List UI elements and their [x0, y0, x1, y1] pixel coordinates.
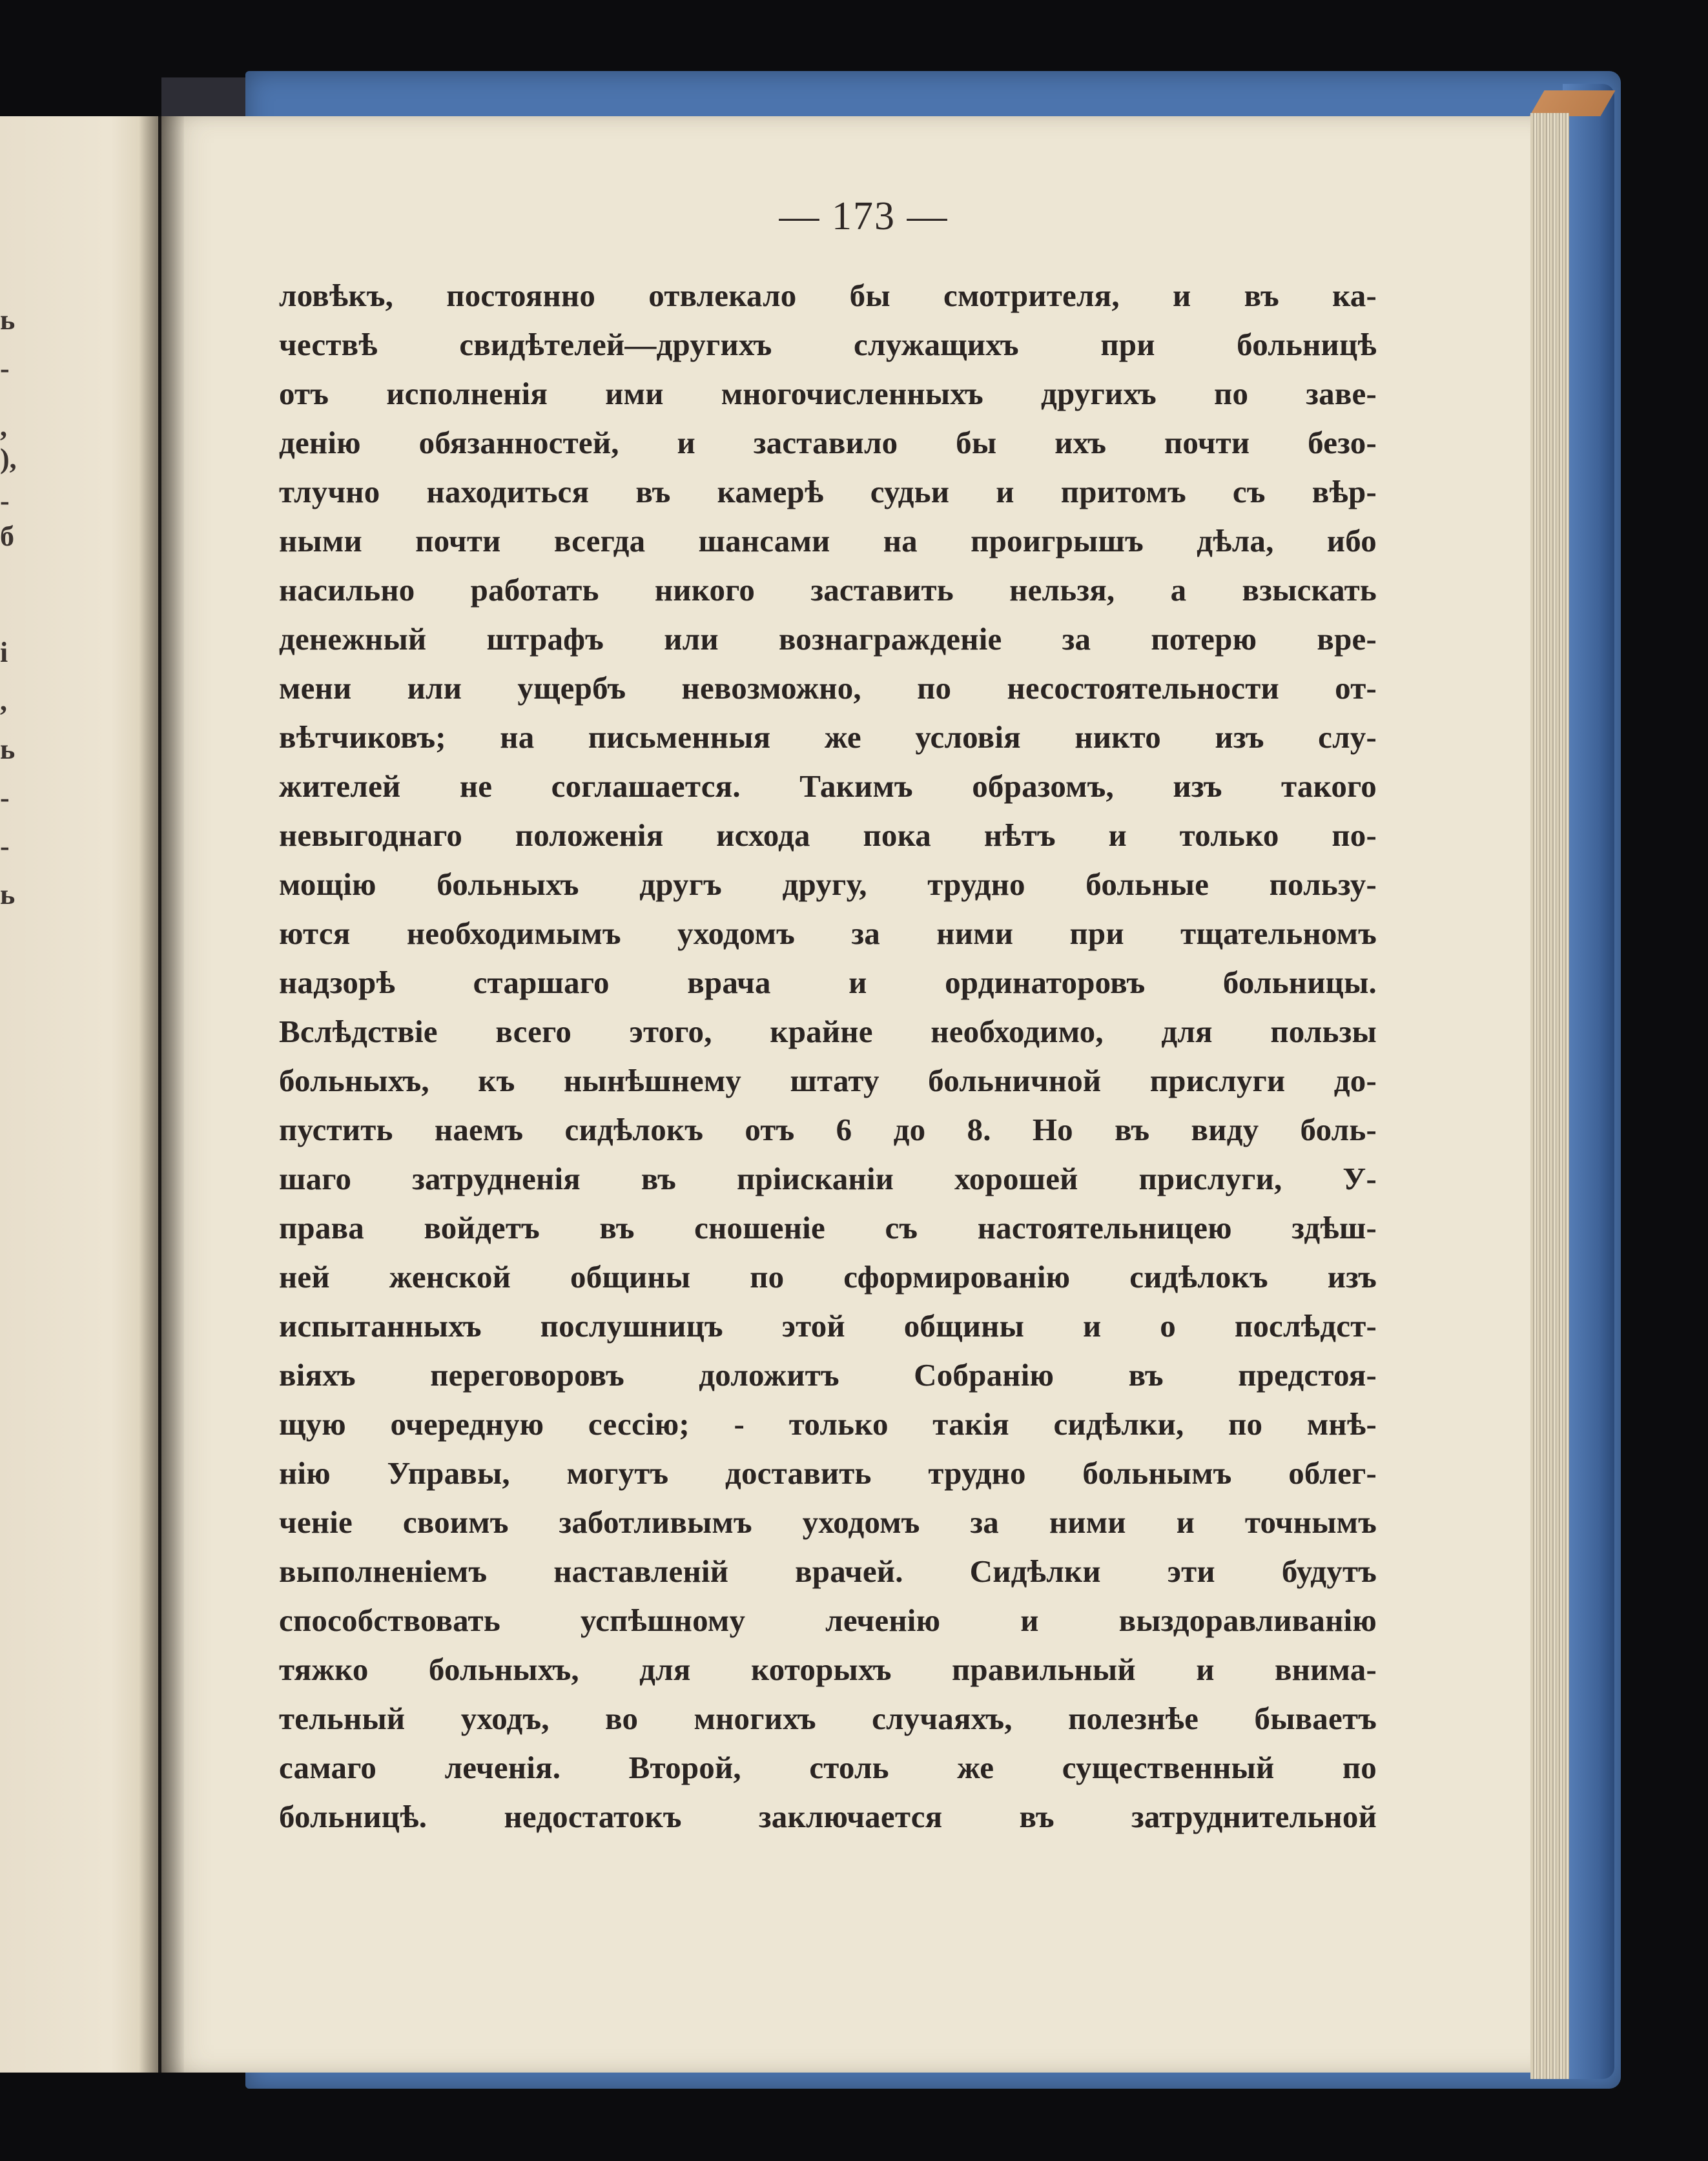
page-fore-edge	[1530, 113, 1569, 2079]
text-line: выполненіемъ наставленій врачей. Сидѣлки эти будутъ	[279, 1553, 1377, 1589]
left-page-fragment: і	[0, 637, 8, 668]
body-text	[279, 271, 1377, 1841]
text-line: денежный штрафъ или вознагражденіе за потерю вре-	[279, 621, 1377, 657]
page-gutter	[139, 116, 184, 2073]
left-page-fragment: ,	[0, 685, 7, 717]
text-line: больницѣ. недостатокъ заключается въ затруднительной	[279, 1799, 1377, 1834]
text-line: больныхъ, къ нынѣшнему штату больничной прислуги до-	[279, 1063, 1377, 1098]
left-page-fragment: ),	[0, 443, 17, 475]
text-line: вѣтчиковъ; на письменныя же условія никто изъ слу-	[279, 719, 1377, 755]
text-line: мощію больныхъ другъ другу, трудно больные пользу-	[279, 866, 1377, 902]
text-line: мени или ущербъ невозможно, по несостоятельности от-	[279, 670, 1377, 706]
text-line: тлучно находиться въ камерѣ судьи и притомъ съ вѣр-	[279, 474, 1377, 509]
left-page-fragment: ь	[0, 879, 15, 910]
text-line: пустить наемъ сидѣлокъ отъ 6 до 8. Но въ виду боль-	[279, 1112, 1377, 1147]
text-line: ными почти всегда шансами на проигрышъ дѣла, ибо	[279, 523, 1377, 558]
left-page-fragment: ь	[0, 733, 15, 765]
text-line: денію обязанностей, и заставило бы ихъ почти безо-	[279, 425, 1377, 460]
text-line: ней женской общины по сформированію сидѣлокъ изъ	[279, 1259, 1377, 1295]
left-page-fragment: -	[0, 830, 10, 862]
text-line: ются необходимымъ уходомъ за ними при тщательномъ	[279, 916, 1377, 951]
text-line: самаго леченія. Второй, столь же существенный по	[279, 1750, 1377, 1785]
text-line: нію Управы, могутъ доставить трудно больнымъ облег-	[279, 1455, 1377, 1491]
book-cover-edge	[1563, 84, 1614, 2079]
left-page-fragment: -	[0, 782, 10, 814]
left-page-fragment: ь	[0, 304, 15, 336]
page-number-text: — 173 —	[779, 194, 949, 238]
text-line: ченіе своимъ заботливымъ уходомъ за ними и точнымъ	[279, 1504, 1377, 1540]
left-page-fragment: ,	[0, 411, 7, 442]
text-line: невыгоднаго положенія исхода пока нѣтъ и только по-	[279, 817, 1377, 853]
text-line: тельный уходъ, во многихъ случаяхъ, полезнѣе бываетъ	[279, 1701, 1377, 1736]
text-line: чествѣ свидѣтелей—другихъ служащихъ при больницѣ	[279, 327, 1377, 362]
text-line: щую очередную сессію; - только такія сидѣлки, по мнѣ-	[279, 1406, 1377, 1442]
left-page	[0, 116, 158, 2073]
text-line: Вслѣдствіе всего этого, крайне необходимо, для пользы	[279, 1014, 1377, 1049]
left-page-fragment: -	[0, 485, 10, 517]
text-line: віяхъ переговоровъ доложитъ Собранію въ предстоя-	[279, 1357, 1377, 1393]
text-line: способствовать успѣшному леченію и выздоравливанію	[279, 1603, 1377, 1638]
text-line: испытанныхъ послушницъ этой общины и о послѣдст-	[279, 1308, 1377, 1344]
page-stack-top	[1529, 90, 1615, 116]
left-page-fragment: б	[0, 520, 14, 552]
text-line: тяжко больныхъ, для которыхъ правильный и внима-	[279, 1652, 1377, 1687]
text-line: ловѣкъ, постоянно отвлекало бы смотрителя, и въ ка-	[279, 278, 1377, 313]
text-line: шаго затрудненія въ пріисканіи хорошей прислуги, У-	[279, 1161, 1377, 1196]
text-line: надзорѣ старшаго врача и ординаторовъ больницы.	[279, 965, 1377, 1000]
text-line: права войдетъ въ сношеніе съ настоятельницею здѣш-	[279, 1210, 1377, 1245]
text-line: насильно работать никого заставить нельзя, а взыскать	[279, 572, 1377, 608]
text-line: жителей не соглашается. Такимъ образомъ, изъ такого	[279, 768, 1377, 804]
text-line: отъ исполненія ими многочисленныхъ другихъ по заве-	[279, 376, 1377, 411]
left-page-fragment: -	[0, 353, 10, 384]
page-number	[0, 194, 1708, 240]
